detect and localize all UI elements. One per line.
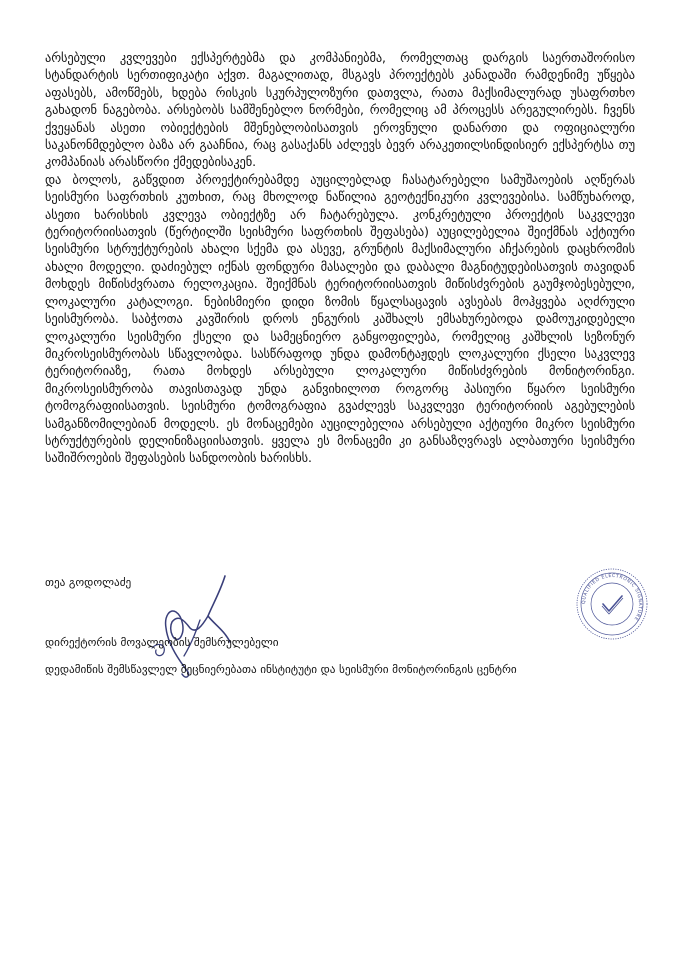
paragraph: და ბოლოს, გაწვდით პროექტირებამდე აუცილებლად ჩასატარებელი სამუშაოების აღწერას სეისმური საფრთხის კუთხით, რაც მხოლოდ ნაწილია გეოტექნიკური კვლევებისა. სამწუხაროდ, ასეთი ხარისხის კვლევა ობიექტზე არ ჩატარებულა. კონკრეტული პროექტის საკვლევი ტერიტორიისათვის (წერტილში სეისმური საფრთხის შეფასება) აუცილებელია შეიქმნას აქტიური სეისმური სტრუქტურების ახალი სქემა და ასევე, გრუნტის მაქსიმალური აჩქარების დაცხრომის ახალი მოდელი. დაძიებულ იქნას ფონდური მასალები და დაბალი მაგნიტუდებისათვის თავიდან მოხდეს მიწისძვრათა რელოკაცია. შეიქმნას ტერიტორიისათვის მიწისძვრების გაუმჯობესებული, ლოკალური კატალოგი. ნებისმიერი დიდი ზომის წყალსაცავის ავსებას მოჰყვება აღძრული სეისმურობა. საბჭოთა კავშირის დროს ენგურის კაშხალს ემსახურებოდა დამოუკიდებელი ლოკალური სეისმური ქსელი და სამეცნიერო განყოფილება, რომელიც კაშხლის სეზონურ მიკროსეისმურობას სწავლობდა. სასწრაფოდ უნდა დამონტაჟდეს ლოკალური ქსელი საკვლევ ტერიტორიაზე, რათა მოხდეს არსებული ლოკალური მიწისძვრების მონიტორინგი. მიკროსეისმურობა თავისთავად უნდა განვიხილოთ როგორც პასიური წყარო სეისმური ტომოგრაფიისათვის. სეისმური ტომოგრაფია გვაძლევს საკვლევი ტერიტორიის აგებულების სამგანზომილებიან მოდელს. ეს მონაცემები აუცილებელია არსებული აქტიური მიკრო სეისმური სტრუქტურების დელინიზაციისათვის. ყველა ეს მონაცემი კი განსაზღვრავს ალბათური სეისმური საშიშროების შეფასების სანდოობის ხარისხს.: [45, 171, 635, 466]
stamp-ring-text: QUALIFIED ELECTRONIC SIGNATURE: [581, 573, 643, 622]
svg-text:QUALIFIED ELECTRONIC SIGNATURE: [581, 573, 643, 622]
signatory-name: თეა გოდოლაძე: [45, 576, 132, 589]
paragraph: არსებული კვლევები ექსპერტებმა და კომპანიებმა, რომელთაც დარგის საერთაშორისო სტანდარტის სერთიფიკატი აქვთ. მაგალითად, მსგავს პროექტებს კანადაში რამდენიმე უწყება აფასებს, ამოწმებს, ხდება რისკის სკურპულოზური დათვლა, რათა მაქსიმალურად უსაფრთხო გახადონ ნაგებობა. არსებობს სამშენებლო ნორმები, რომელიც ამ პროცესს არეგულირებს. ჩვენს ქვეყანას ასეთი ობიექტების მშენებლობისათვის ეროვნული დანართი და ოფიციალური საკანონმდებლო ბაზა არ გააჩნია, რაც გასაქანს აძლევს ბევრ არაკეთილსინდისიერ ექსპერტსა თუ კომპანიას არასწორი ქმედებისაკენ.: [45, 50, 635, 170]
checkmark-icon: [602, 596, 623, 614]
signatory-position: დირექტორის მოვალეობის შემსრულებელი: [45, 636, 279, 649]
document-body: [45, 49, 635, 467]
institute-name: დედამიწის შემსწავლელ მეცნიერებათა ინსტიტუტი და სეისმური მონიტორინგის ცენტრი: [45, 663, 517, 676]
electronic-signature-stamp: [574, 566, 650, 642]
